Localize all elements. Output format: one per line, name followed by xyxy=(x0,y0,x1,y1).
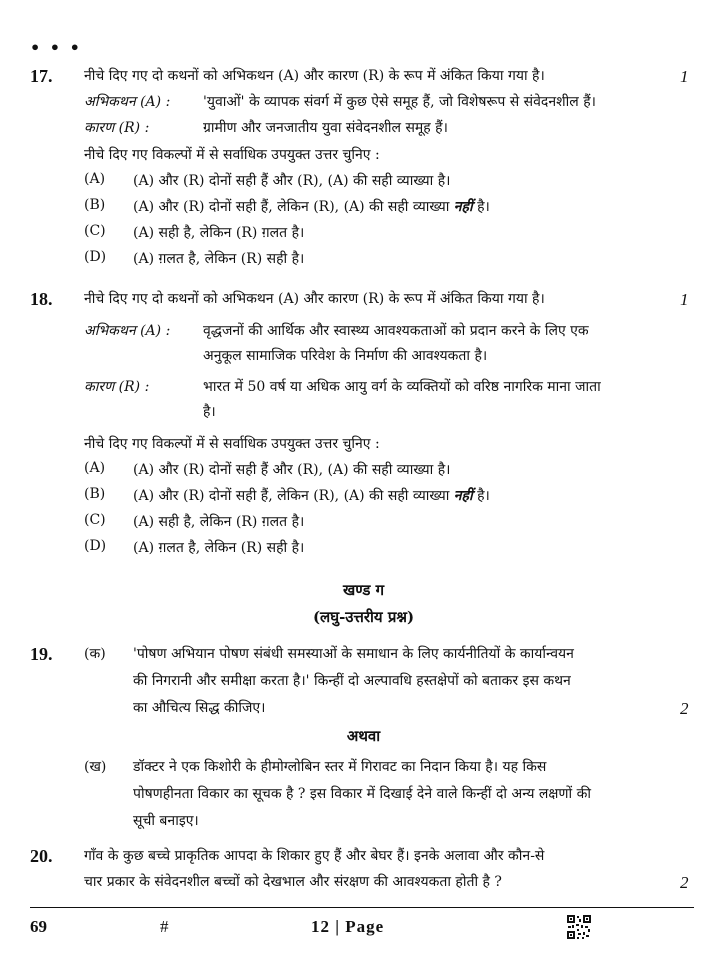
footer-code: 69 xyxy=(30,917,47,936)
assertion-line-2: अनुकूल सामाजिक परिवेश के निर्माण की आवश्यकता है। xyxy=(203,348,488,364)
header-dots: • • • xyxy=(30,38,82,57)
option-tail: है। xyxy=(472,488,490,504)
reason-line-1: भारत में 50 वर्ष या अधिक आयु वर्ग के व्यक्तियों को वरिष्ठ नागरिक माना जाता xyxy=(203,379,601,395)
reason-label: कारण (R) : xyxy=(84,120,150,136)
option-key: (C) xyxy=(84,512,106,528)
option-text: (A) और (R) दोनों सही हैं और (R), (A) की सही व्याख्या है। xyxy=(133,462,451,478)
option-text: (A) ग़लत है, लेकिन (R) सही है। xyxy=(133,251,305,267)
option-text: (A) और (R) दोनों सही हैं, लेकिन (R), (A) की सही व्याख्या xyxy=(133,488,450,504)
question-marks: 1 xyxy=(680,290,689,309)
question-line-1: गाँव के कुछ बच्चे प्राकृतिक आपदा के शिकार हुए हैं और बेघर हैं। इनके अलावा और कौन-से xyxy=(84,848,545,864)
option-text: (A) और (R) दोनों सही हैं, लेकिन (R), (A) की सही व्याख्या xyxy=(133,199,450,215)
assertion-label: अभिकथन (A) : xyxy=(84,323,171,339)
assertion-line-1: वृद्धजनों की आर्थिक और स्वास्थ्य आवश्यकताओं को प्रदान करने के लिए एक xyxy=(203,323,589,339)
option-emphasis: नहीं xyxy=(453,199,473,215)
question-marks: 2 xyxy=(680,699,689,718)
option-key: (B) xyxy=(84,486,106,502)
option-text: (A) और (R) दोनों सही हैं और (R), (A) की सही व्याख्या है। xyxy=(133,173,451,189)
question-number: 17. xyxy=(30,66,53,86)
option-key: (C) xyxy=(84,223,106,239)
part-a-label: (क) xyxy=(84,646,106,662)
question-number: 18. xyxy=(30,289,53,309)
question-intro: नीचे दिए गए दो कथनों को अभिकथन (A) और कारण (R) के रूप में अंकित किया गया है। xyxy=(84,291,545,307)
part-b-line-1: डॉक्टर ने एक किशोरी के हीमोग्लोबिन स्तर में गिरावट का निदान किया है। यह किस xyxy=(133,759,547,775)
assertion-label: अभिकथन (A) : xyxy=(84,94,171,110)
option-text-row xyxy=(133,197,490,217)
part-b-label: (ख) xyxy=(84,759,107,775)
options-prompt: नीचे दिए गए विकल्पों में से सर्वाधिक उपयुक्त उत्तर चुनिए : xyxy=(84,436,380,452)
part-b-line-3: सूची बनाइए। xyxy=(133,813,199,829)
footer-page-number: 12 | Page xyxy=(311,917,385,936)
part-a-line-2: की निगरानी और समीक्षा करता है।' किन्हीं दो अल्पावधि हस्तक्षेपों को बताकर इस कथन xyxy=(133,673,571,689)
assertion-text: 'युवाओं' के व्यापक संवर्ग में कुछ ऐसे समूह हैं, जो विशेषरूप से संवेदनशील हैं। xyxy=(203,94,596,110)
section-title: खण्ड ग xyxy=(342,581,385,599)
option-text: (A) सही है, लेकिन (R) ग़लत है। xyxy=(133,225,305,241)
option-key: (D) xyxy=(84,249,107,265)
option-text-row xyxy=(133,486,490,506)
question-marks: 1 xyxy=(680,67,689,86)
question-intro: नीचे दिए गए दो कथनों को अभिकथन (A) और कारण (R) के रूप में अंकित किया गया है। xyxy=(84,68,545,84)
options-prompt: नीचे दिए गए विकल्पों में से सर्वाधिक उपयुक्त उत्तर चुनिए : xyxy=(84,147,380,163)
qr-code-icon xyxy=(566,914,592,940)
option-key: (B) xyxy=(84,197,106,213)
option-key: (D) xyxy=(84,538,107,554)
section-subtitle: (लघु-उत्तरीय प्रश्न) xyxy=(312,608,415,626)
or-divider: अथवा xyxy=(346,727,381,745)
reason-line-2: है। xyxy=(203,404,216,420)
part-b-line-2: पोषणहीनता विकार का सूचक है ? इस विकार में दिखाई देने वाले किन्हीं दो अन्य लक्षणों की xyxy=(133,786,591,802)
question-number: 19. xyxy=(30,644,53,664)
footer-divider xyxy=(30,907,694,908)
footer-hash: # xyxy=(160,917,169,936)
option-emphasis: नहीं xyxy=(453,488,473,504)
option-key: (A) xyxy=(84,460,106,476)
question-line-2: चार प्रकार के संवेदनशील बच्चों को देखभाल और संरक्षण की आवश्यकता होती है ? xyxy=(84,874,502,890)
reason-text: ग्रामीण और जनजातीय युवा संवेदनशील समूह हैं। xyxy=(203,120,448,136)
part-a-line-1: 'पोषण अभियान पोषण संबंधी समस्याओं के समाधान के लिए कार्यनीतियों के कार्यान्वयन xyxy=(133,646,574,662)
reason-label: कारण (R) : xyxy=(84,379,150,395)
option-key: (A) xyxy=(84,171,106,187)
option-text: (A) ग़लत है, लेकिन (R) सही है। xyxy=(133,540,305,556)
option-tail: है। xyxy=(472,199,490,215)
question-number: 20. xyxy=(30,846,53,866)
question-marks: 2 xyxy=(680,873,689,892)
option-text: (A) सही है, लेकिन (R) ग़लत है। xyxy=(133,514,305,530)
part-a-line-3: का औचित्य सिद्ध कीजिए। xyxy=(133,700,266,716)
